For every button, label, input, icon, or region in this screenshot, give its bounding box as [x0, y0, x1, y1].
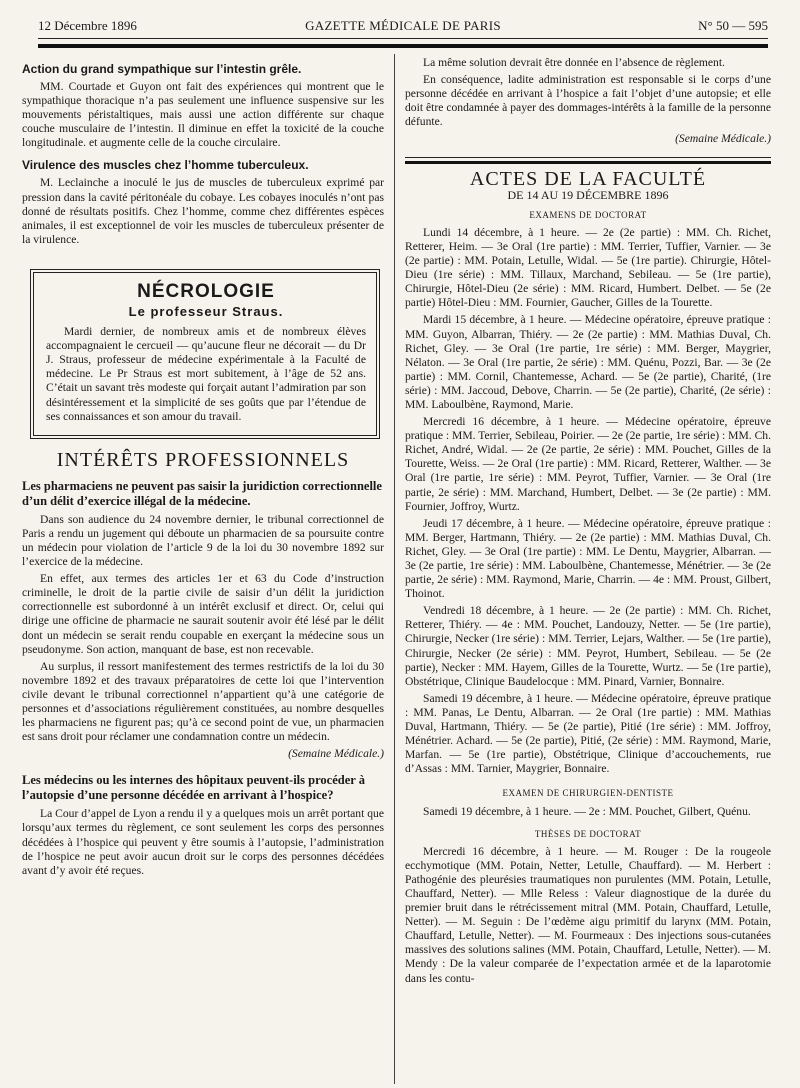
examens-doctorat-heading: EXAMENS DE DOCTORAT — [529, 209, 647, 220]
exam-entry-samedi: Samedi 19 décembre, à 1 heure. — Médecine opératoire, épreuve pratique : MM. Panas, Le Dentu, Albarran. — 2e Oral (1re partie) : MM. Mathias Duval, Hartmann, Thiéry. — 5e (2e partie), Pitié (1re série) : MM. Joffroy, Ménétrier. Achard. — 5e (2e partie), Pitié, (2e série) : MM. Raymond, Marie, Marfan. — 5e (1re partie), Obstétrique, Clinique d’accouchements, rue d’Assas : MM. Tarnier, Maygrier, Bonnaire. — [405, 691, 771, 776]
theses-entry: Mercredi 16 décembre, à 1 heure. — M. Rouger : De la rougeole ecchymotique (MM. Potain, Netter, Letulle, Chauffard). — M. Herbert : Pathogénie des pleurésies traumatiques non purulentes (MM. Potain, Letulle, Chauffard, Netter). — Mlle Reless : Valeur diagnostique de la durée du premier bruit dans le rétrécissement mitral (MM. Potain, Chauffard, Letulle, Netter). — M. Seguin : De l’œdème aigu primitif du larynx (MM. Potain, Chauffard, Letulle, Netter). — M. Fourmeaux : Des injections sous-cutanées massives des solutions salines (MM. Potain, Chauffard, Letulle, Netter). — M. Mendy : De la valeur comparée de l’expectation armée et de la laparotomie dans les contu- — [405, 844, 771, 985]
paragraph-autopsie-1: La Cour d’appel de Lyon a rendu il y a quelques mois un arrêt portant que lorsqu’aux termes du règlement, ce sont seulement les corps des personnes décédées à l’hospice qui peuvent y être soumis à l’autopsie, l’administration de l’hospice ne peut avoir aucun droit sur le corps des personnes décédées avant d’y avoir été reçues. — [22, 807, 384, 877]
header-rule-thick — [38, 44, 768, 48]
necrology-box — [30, 269, 380, 439]
necrology-subtitle: Le professeur Straus. — [128, 303, 284, 319]
issue-date: 12 Décembre 1896 — [38, 18, 137, 33]
necrology-text: Mardi dernier, de nombreux amis et de nombreux élèves accompagnaient le cercueil — qu’aucune fleur ne décorait — du Dr J. Straus, professeur de médecine expérimentale à la Faculté de médecine. Le Pr Straus est mort subitement, à l’âge de 52 ans. C’était un savant très modeste qui forçait autant l’admiration par son désintéressement et la simplicité de ses goûts que par l’étendue de ses connaissances et son amour du travail. — [46, 325, 366, 423]
header-rule-thin — [38, 38, 768, 39]
actes-date-range: DE 14 AU 19 DÉCEMBRE 1896 — [507, 187, 669, 202]
section-interets-heading: INTÉRÊTS PROFESSIONNELS — [56, 448, 350, 471]
article-title-autopsie: Les médecins ou les internes des hôpitaux peuvent-ils procéder à l’autopsie d’une personne décédée en arrivant à l’hospice? — [22, 773, 365, 803]
section-rule — [405, 157, 771, 164]
left-column — [22, 56, 384, 881]
theses-heading: THÈSES DE DOCTORAT — [534, 828, 642, 839]
exam-entry-mardi: Mardi 15 décembre, à 1 heure. — Médecine opératoire, épreuve pratique : MM. Guyon, Albarran, Thiéry. — 2e (2e partie) : MM. Mathias Duval, Ch. Richet, Gley. — 3e Oral (1re partie, 1re série) : MM. Berger, Maygrier, Nélaton. — 3e Oral (1re partie, 2e série) : MM. Quénu, Pozzi, Bar. — 3e (2e partie) : MM. Cornil, Chantemesse, Achard. — 5e (2e partie), Charité, (1re série) : MM. Jaccoud, Debove, Charrin. — 5e (2e partie), Charité, (2e série) : MM. Laboulbène, Raymond, Marie. — [405, 313, 771, 411]
page-header — [38, 14, 768, 34]
necrology-title: NÉCROLOGIE — [137, 280, 275, 302]
paragraph-autopsie-3: En conséquence, ladite administration est responsable si le corps d’une personne décédée en arrivant à l’hospice a fait l’objet d’une autopsie; et elle doit être condamnée à payer des dommages-intérêts à la famille de la personne défunte. — [405, 73, 771, 129]
exam-entry-jeudi: Jeudi 17 décembre, à 1 heure. — Médecine opératoire, épreuve pratique : MM. Berger, Hartmann, Thiéry. — 2e (2e partie) : MM. Mathias Duval, Ch. Richet, Gley. — 3e Oral (1re partie) : MM. Le Dentu, Maygrier, Albarran. — 3e (2e partie, 1re série) : MM. Laboulbène, Chantemesse, Ménétrier. — 3e (2e partie, 2e série) : MM. Raymond, Marie, Charrin. — 4e : MM. Proust, Gilbert, Thoinot. — [405, 516, 771, 601]
exam-entry-mercredi: Mercredi 16 décembre, à 1 heure. — Médecine opératoire, épreuve pratique : MM. Terrier, Sebileau, Poirier. — 2e (2e partie, 1re série) : MM. Ch. Richet, André, Widal. — 2e (2e partie, 2e série) : MM. Pouchet, Gilles de la Tourette, Weiss. — 2e Oral (1re partie) : MM. Ricard, Retterer, Walther. — 3e Oral (1re partie, 1re série) : MM. Peyrot, Tuffier, Varnier. — 3e Oral (1re partie, 2e série) : MM. Marchand, Humbert, Delbet. — 3e (2e partie) : MM. Fournier, Joffroy, Wurtz. — [405, 415, 771, 513]
paragraph-pharmaciens-1: Dans son audience du 24 novembre dernier, le tribunal correctionnel de Paris a rendu un jugement qui déboute un pharmacien de sa poursuite contre un médecin pour violation de l’article 9 de la loi du 30 novembre 1892 sur l’exercice de la médecine. — [22, 512, 384, 569]
exam-entry-vendredi: Vendredi 18 décembre, à 1 heure. — 2e (2e partie) : MM. Ch. Richet, Retterer, Thiéry. — 4e : MM. Pouchet, Landouzy, Netter. — 5e (1re partie), Chirurgie, Necker (1re série) : MM. Terrier, Lejars, Walther. — 5e (1re partie), Chirurgie, Necker (2e série) : MM. Peyrot, Humbert, Sebileau. — 5e (2e partie), Necker : MM. Hayem, Gilles de la Tourette, Wurtz. — 5e (1re partie), Obstétrique, Clinique Baudelocque : MM. Pinard, Varnier, Bonnaire. — [405, 604, 771, 688]
paragraph-pharmaciens-2: En effet, aux termes des articles 1er et 63 du Code d’instruction criminelle, le droit de la partie civile de saisir d’un délit la juridiction correctionnelle est subordonné à un intérêt exclusif et direct. Or, celui qui dirige une officine de pharmacie ne saurait soutenir avoir été lésé par le délit dont un médecin se serait rendu coupable en exerçant la médecine sous un pseudonyme. Son action, manquant de base, est non recevable. — [22, 572, 384, 656]
paragraph-pharmaciens-3: Au surplus, il ressort manifestement des termes restrictifs de la loi du 30 novembre 1892 et des travaux préparatoires de cette loi que l’intervention civile devant le tribunal correctionnel n’appartient qu’à une catégorie de personnes et d’associations régulièrement constituées, au nombre desquelles les pharmaciens ne figurent pas; qu’à ce second point de vue, un pharmacien est sans droit pour réclamer une condamnation contre un médecin. — [22, 659, 384, 744]
exam-entry-dentiste: Samedi 19 décembre, à 1 heure. — 2e : MM. Pouchet, Gilbert, Quénu. — [423, 804, 751, 818]
journal-title: GAZETTE MÉDICALE DE PARIS — [305, 18, 501, 33]
section-title-sympathique: Action du grand sympathique sur l’intestin grêle. — [22, 62, 302, 76]
paragraph-virulence: M. Leclainche a inoculé le jus de muscles de tuberculeux exprimé par pression dans la cavité péritonéale du cobaye. Les cobayes inoculés n’ont pas donné de résultats positifs. Chez l’homme, comme chez différentes espèces animales, il est exceptionnel de voir les muscles de tuberculeux présenter de la virulence. — [22, 176, 384, 246]
paragraph-autopsie-2: La même solution devrait être donnée en l’absence de règlement. — [423, 56, 725, 69]
actes-faculte-heading: ACTES DE LA FACULTÉ — [469, 167, 707, 190]
right-column — [405, 56, 771, 989]
section-title-virulence: Virulence des muscles chez l’homme tuberculeux. — [22, 158, 309, 173]
paragraph-sympathique: MM. Courtade et Guyon ont fait des expériences qui montrent que le sympathique thoracique n’a pas seulement une influence suspensive sur les mouvements péristaltiques, mais aussi une action différente sur chaque couche musculaire de l’intestin. Il diminue en effet la toxicité de la couche longitudinale. et augmente celle de la couche circulaire. — [22, 80, 384, 150]
chirurgien-dentiste-heading: EXAMEN DE CHIRURGIEN-DENTISTE — [502, 788, 674, 799]
article-title-pharmaciens: Les pharmaciens ne peuvent pas saisir la juridiction correctionnelle d’un délit d’exercice illégal de la médecine. — [22, 478, 382, 508]
source-citation: (Semaine Médicale.) — [288, 747, 384, 761]
source-citation: (Semaine Médicale.) — [675, 132, 771, 146]
page-number: N° 50 — 595 — [698, 18, 768, 33]
exam-entry-lundi: Lundi 14 décembre, à 1 heure. — 2e (2e partie) : MM. Ch. Richet, Retterer, Heim. — 3e Oral (1re partie) : MM. Terrier, Tuffier, Varnier. — 3e (2e partie) : MM. Potain, Letulle, Widal. — 5e (1re partie). Chirurgie, Hôtel-Dieu (1re série) : MM. Tillaux, Marchand, Sebileau. — 5e (1re partie), Chirurgie, Hôtel-Dieu (2e série) : MM. Ricard, Humbert. Delbet. — 5e (2e partie) Hôtel-Dieu : MM. Fournier, Gaucher, Gilles de la Tourette. — [405, 225, 771, 310]
column-separator — [394, 54, 395, 1084]
